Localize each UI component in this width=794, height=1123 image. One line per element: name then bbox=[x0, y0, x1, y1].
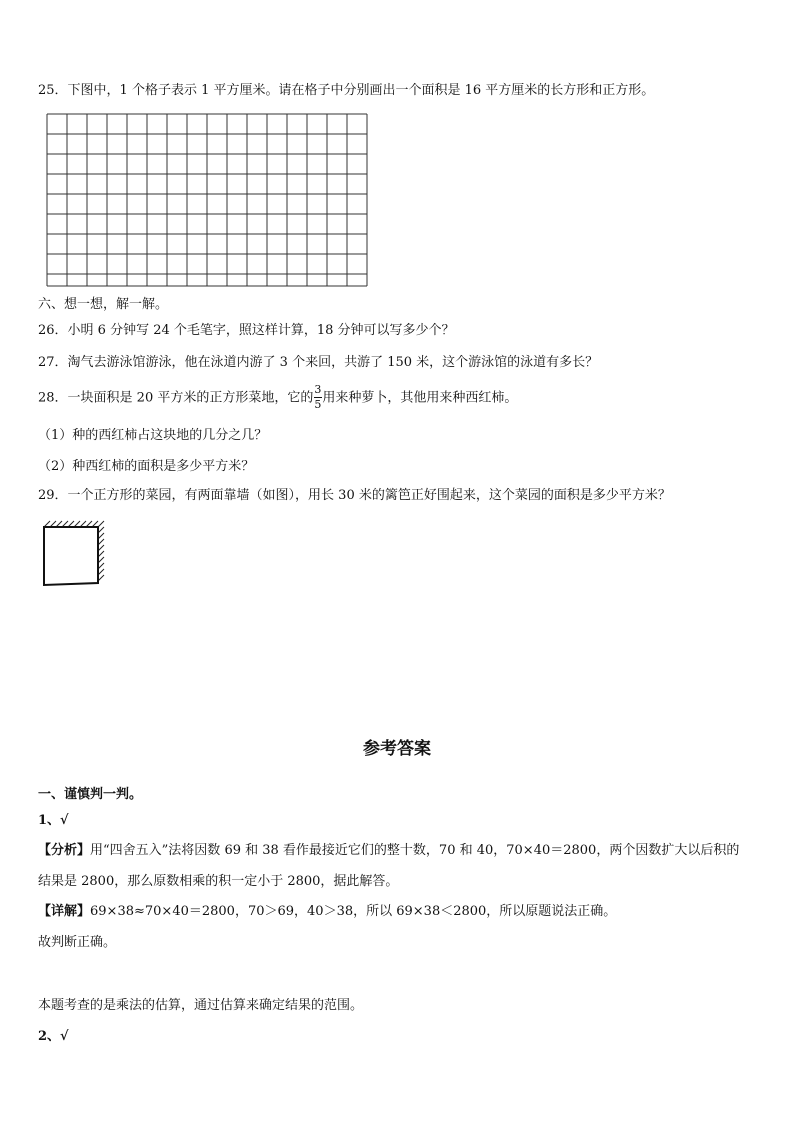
fraction-three-fifths bbox=[313, 383, 322, 411]
detail-text: 69×38≈70×40＝2800，70＞69，40＞38，所以 69×38＜2800，所以原题说法正确。 bbox=[90, 904, 617, 919]
wall-hatching bbox=[44, 521, 104, 581]
question-28 bbox=[38, 383, 518, 411]
question-25: 25．下图中，1 个格子表示 1 平方厘米。请在格子中分别画出一个面积是 16 平方厘米的长方形和正方形。 bbox=[38, 83, 655, 98]
answer-1-label: 1、√ bbox=[38, 813, 69, 828]
answer-2-label: 2、√ bbox=[38, 1029, 69, 1044]
detail-tag: 【详解】 bbox=[38, 904, 91, 919]
question-26: 26．小明 6 分钟写 24 个毛笔字，照这样计算，18 分钟可以写多少个？ bbox=[38, 323, 455, 338]
garden-square bbox=[44, 527, 98, 585]
question-29: 29．一个正方形的菜园，有两面靠墙（如图），用长 30 米的篱笆正好围起来，这个菜园的面积是多少平方米？ bbox=[38, 488, 671, 503]
answer-1-conclusion: 故判断正确。 bbox=[38, 935, 117, 950]
answers-title: 参考答案 bbox=[363, 739, 431, 759]
question-28-text-after: 用来种萝卜，其他用来种西红柿。 bbox=[322, 390, 518, 406]
answer-1-analysis-line-1 bbox=[38, 843, 739, 859]
section-6-heading: 六、想一想，解一解。 bbox=[38, 297, 169, 312]
answers-section-1: 一、谨慎判一判。 bbox=[38, 787, 143, 802]
answer-1-comment: 本题考查的是乘法的估算，通过估算来确定结果的范围。 bbox=[38, 998, 364, 1013]
fraction-denominator: 5 bbox=[314, 398, 322, 411]
answer-1-detail bbox=[38, 904, 616, 920]
fraction-numerator: 3 bbox=[314, 383, 322, 396]
question-28-text-before: 28．一块面积是 20 平方米的正方形菜地，它的 bbox=[38, 390, 314, 406]
analysis-tag: 【分析】 bbox=[38, 843, 91, 858]
answer-1-analysis-line-2: 结果是 2800，那么原数相乘的积一定小于 2800，据此解答。 bbox=[38, 874, 399, 889]
garden-wall-diagram bbox=[40, 517, 106, 589]
question-28-sub-2: （2）种西红柿的面积是多少平方米？ bbox=[38, 459, 255, 474]
square-grid bbox=[46, 113, 370, 287]
question-28-sub-1: （1）种的西红柿占这块地的几分之几？ bbox=[38, 428, 268, 443]
question-27: 27．淘气去游泳馆游泳，他在泳道内游了 3 个来回，共游了 150 米，这个游泳馆的泳道有多长？ bbox=[38, 355, 599, 370]
analysis-text-1: 用“四舍五入”法将因数 69 和 38 看作最接近它们的整十数，70 和 40，70×40＝2800，两个因数扩大以后积的 bbox=[90, 843, 740, 858]
